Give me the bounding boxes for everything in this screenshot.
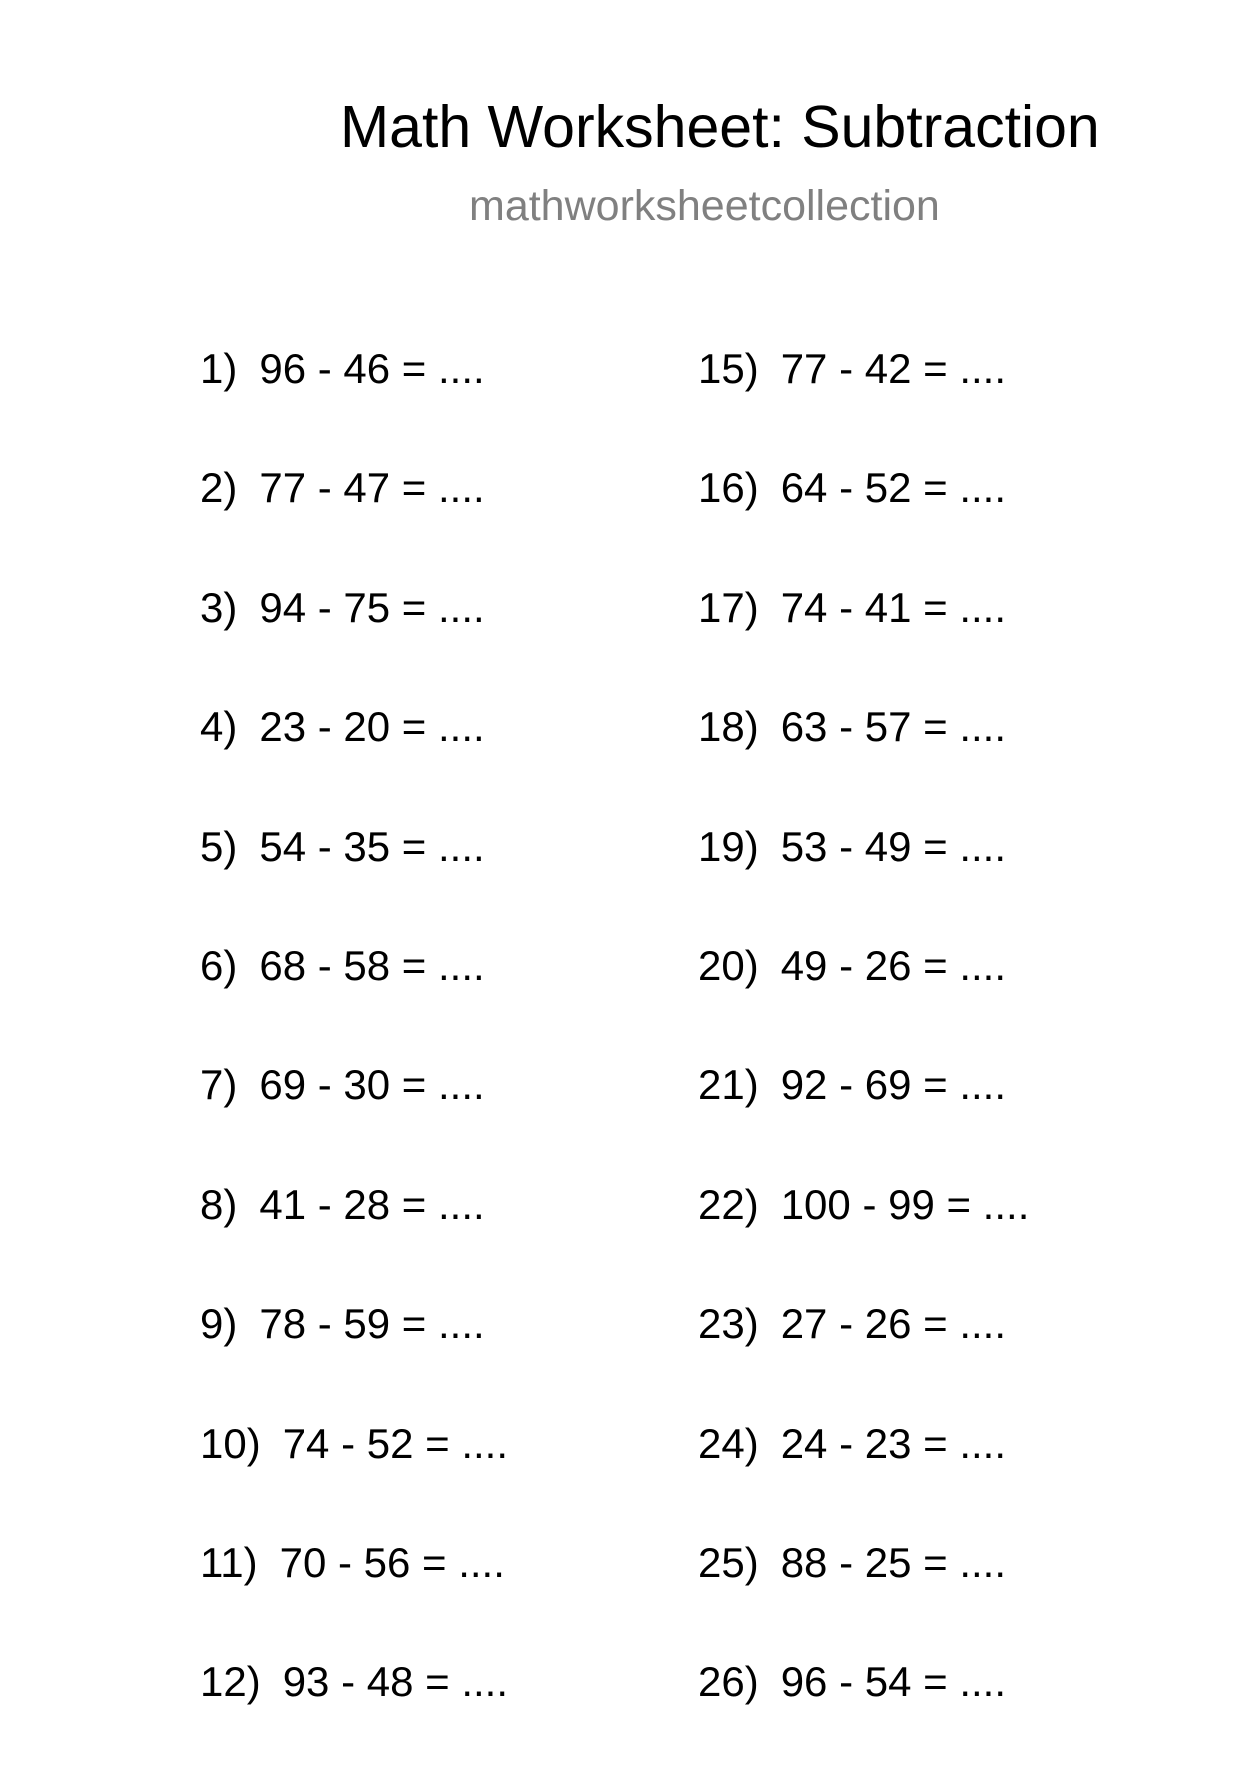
problem-item — [200, 1419, 680, 1542]
problem-expression: 94 - 75 = .... — [259, 583, 485, 631]
problem-number: 20) — [698, 941, 759, 989]
problem-number: 8) — [200, 1180, 238, 1228]
problem-number: 5) — [200, 822, 238, 870]
problem-expression: 23 - 20 = .... — [259, 703, 485, 751]
problem-item — [200, 1061, 680, 1183]
problem-item — [200, 1180, 680, 1303]
problem-item — [698, 1538, 1178, 1661]
problem-number: 17) — [698, 583, 759, 631]
problem-expression: 27 - 26 = .... — [780, 1300, 1007, 1348]
problem-item — [698, 703, 1178, 825]
problem-item — [200, 583, 680, 706]
problem-expression: 100 - 99 = .... — [780, 1180, 1030, 1228]
problem-number: 24) — [698, 1419, 759, 1467]
problem-item — [698, 941, 1178, 1064]
page-subtitle: mathworksheetcollection — [469, 182, 940, 230]
page-title: Math Worksheet: Subtraction — [340, 94, 1100, 160]
problem-expression: 74 - 41 = .... — [780, 583, 1007, 631]
problem-column-right — [698, 345, 1178, 1781]
problem-number: 11) — [200, 1538, 258, 1586]
problem-item — [698, 1419, 1178, 1542]
problem-expression: 63 - 57 = .... — [780, 703, 1007, 751]
problem-item — [698, 1300, 1178, 1422]
problem-number: 2) — [200, 464, 238, 512]
problem-number: 9) — [200, 1300, 238, 1348]
problem-expression: 24 - 23 = .... — [780, 1419, 1007, 1467]
problem-expression: 64 - 52 = .... — [780, 464, 1007, 512]
problem-expression: 53 - 49 = .... — [780, 822, 1007, 870]
problem-item — [200, 464, 680, 586]
problem-item — [698, 345, 1178, 467]
problem-item — [698, 1180, 1178, 1303]
problem-item — [698, 464, 1178, 586]
problem-expression: 41 - 28 = .... — [259, 1180, 485, 1228]
problem-expression: 96 - 46 = .... — [259, 345, 485, 392]
problem-expression: 70 - 56 = .... — [279, 1538, 505, 1586]
problem-item — [200, 941, 680, 1064]
problem-item — [200, 822, 680, 945]
problem-expression: 77 - 47 = .... — [259, 464, 485, 512]
problem-expression: 93 - 48 = .... — [282, 1658, 509, 1706]
problem-number: 22) — [698, 1180, 759, 1228]
problem-column-left — [200, 345, 680, 1781]
problem-number: 16) — [698, 464, 759, 512]
problem-expression: 69 - 30 = .... — [259, 1061, 485, 1109]
problem-expression: 54 - 35 = .... — [259, 822, 485, 870]
problem-item — [698, 583, 1178, 706]
problem-item — [200, 345, 680, 467]
problem-number: 6) — [200, 941, 238, 989]
problem-expression: 77 - 42 = .... — [780, 345, 1007, 392]
problem-number: 7) — [200, 1061, 238, 1109]
problem-expression: 88 - 25 = .... — [780, 1538, 1007, 1586]
problem-expression: 74 - 52 = .... — [282, 1419, 509, 1467]
problem-item — [200, 703, 680, 825]
problem-number: 15) — [698, 345, 759, 392]
problem-number: 10) — [200, 1419, 261, 1467]
problem-expression: 68 - 58 = .... — [259, 941, 485, 989]
problem-number: 12) — [200, 1658, 261, 1706]
problem-item — [200, 1300, 680, 1422]
problem-expression: 92 - 69 = .... — [780, 1061, 1007, 1109]
problem-item — [698, 1658, 1178, 1780]
problem-item — [200, 1658, 680, 1780]
problem-number: 1) — [200, 345, 238, 392]
problem-expression: 96 - 54 = .... — [780, 1658, 1007, 1706]
problem-item — [698, 1061, 1178, 1183]
problem-expression: 78 - 59 = .... — [259, 1300, 485, 1348]
problem-number: 19) — [698, 822, 759, 870]
problem-item — [698, 822, 1178, 945]
problem-number: 26) — [698, 1658, 759, 1706]
problem-item — [200, 1538, 680, 1661]
problem-number: 23) — [698, 1300, 759, 1348]
problem-number: 21) — [698, 1061, 759, 1109]
problem-number: 25) — [698, 1538, 759, 1586]
problem-expression: 49 - 26 = .... — [780, 941, 1007, 989]
problem-number: 4) — [200, 703, 238, 751]
problem-number: 3) — [200, 583, 238, 631]
problem-number: 18) — [698, 703, 759, 751]
